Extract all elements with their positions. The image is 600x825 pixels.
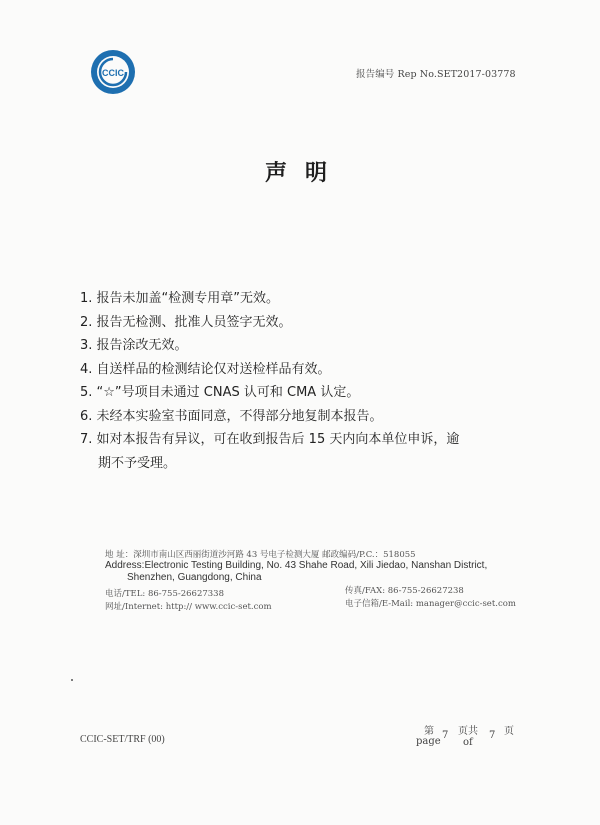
statement-list [80, 287, 520, 475]
ccic-logo [89, 48, 137, 96]
statement-item: 6. 未经本实验室书面同意，不得部分地复制本报告。 [80, 408, 383, 424]
website: 网址/Internet: http:// www.ccic-set.com [105, 602, 272, 612]
current-page: 7 [442, 730, 449, 741]
statement-item: 1. 报告未加盖“检测专用章”无效。 [80, 291, 280, 306]
email: 电子信箱/E-Mail: manager@ccic-set.com [345, 599, 516, 609]
address-en-line1: Address:Electronic Testing Building, No. 43 Shahe Road, Xili Jiedao, Nanshan District, [105, 560, 488, 571]
page-label-cn: 第 [424, 726, 434, 737]
statement-item: 4. 自送样品的检测结论仅对送检样品有效。 [80, 361, 331, 377]
page-title: 声明 [264, 161, 345, 186]
address-cn: 地 址：深圳市南山区西丽街道沙河路 43 号电子检测大厦 邮政编码/P.C.：518055 [105, 550, 416, 560]
statement-7-continuation: 期不予受理。 [98, 455, 177, 471]
scan-speck [71, 679, 73, 681]
fax: 传真/FAX: 86-755-26627238 [345, 586, 464, 596]
total-pages: 7 [489, 730, 496, 741]
statement-item: 3. 报告涂改无效。 [80, 338, 188, 353]
page-label-en: page [416, 736, 441, 747]
statement-item: 5. “☆”号项目未通过 CNAS 认可和 CMA 认定。 [80, 385, 360, 400]
page-suffix-cn: 页 [504, 726, 514, 737]
statement-item-continuation [80, 452, 520, 476]
of-label-en: of [463, 737, 473, 748]
of-label-cn: 页共 [458, 726, 478, 737]
statement-item: 2. 报告无检测、批准人员签字无效。 [80, 314, 292, 330]
pagination [416, 722, 526, 752]
form-code: CCIC-SET/TRF (00) [80, 734, 165, 745]
telephone: 电话/TEL: 86-755-26627338 [105, 589, 224, 599]
address-en-line2: Shenzhen, Guangdong, China [127, 572, 262, 583]
report-number: 报告编号 Rep No.SET2017-03778 [356, 69, 516, 80]
statement-item: 7. 如对本报告有异议，可在收到报告后 15 天内向本单位申诉，逾 [80, 432, 460, 447]
svg-text:CCIC: CCIC [102, 68, 124, 78]
